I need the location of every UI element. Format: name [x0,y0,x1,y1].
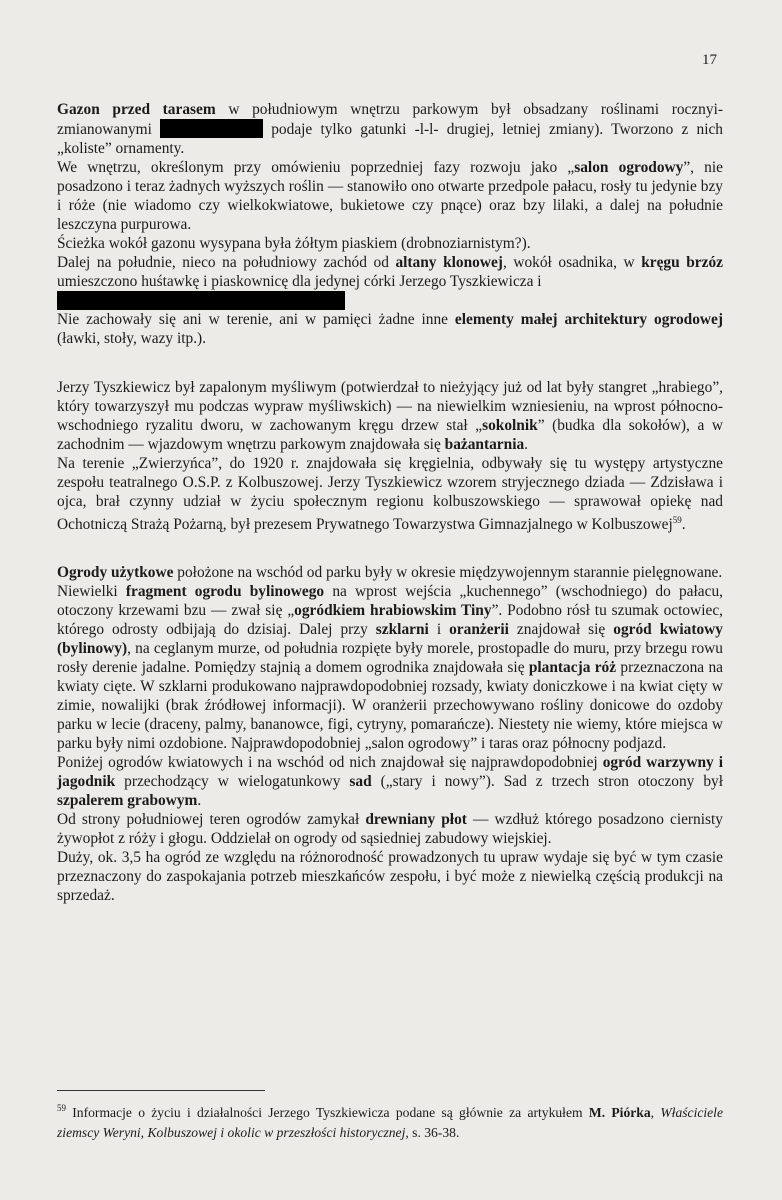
paragraph-text: przechodzący w wielogatunkowy [115,773,350,790]
paragraph-architektura [57,310,723,348]
bold-term: sokolnik [482,417,538,434]
paragraph-text: , na ceglanym murze, od południa rozpięte były morele, prostopadle do muru, przy brzegu rowu rosły derenie jadalne. Pomiędzy stajnią a domem ogrodnika znajdowała się [57,640,723,676]
paragraph-text: Niewielki [57,583,126,600]
footnote-text: , [650,1105,661,1120]
paragraph-bylinowy [57,582,723,753]
redaction-box [160,119,263,138]
bold-term: salon ogrodowy [574,159,684,176]
bold-term: bażantarnia [444,436,525,453]
bold-term: ogród warzywny i jagodnik [57,754,723,790]
paragraph-text: położone na wschód od parku były w okresie międzywojennym starannie pielęgnowane. [173,564,723,581]
redaction-line [57,291,723,310]
bold-term: szpalerem grabowym [57,792,198,809]
paragraph-sciezka [57,234,723,253]
paragraph-text: ”. Podobno rósł tu szumak octowiec, którego odrosty odbijają do dzisiaj. Dalej przy [57,602,723,638]
footnote-text: Informacje o życiu i działalności Jerzego Tyszkiewicza podane są głównie za artykułem [66,1105,589,1120]
bold-term: elementy małej architektury ogrodowej [454,311,723,328]
paragraph-text: Dalej na południe, nieco na południowy zachód od [57,254,396,271]
paragraph-text: („stary i nowy”). Sad z trzech stron otoczony był [371,773,723,790]
paragraph-text: . [197,792,202,809]
paragraph-plot [57,810,723,848]
paragraph-duzy [57,848,723,905]
paragraph-text: We wnętrzu, określonym przy omówieniu poprzedniej fazy rozwoju jako „ [57,159,575,176]
footnote-author: M. Piórka [588,1105,651,1120]
paragraph-zwierzyniec [57,454,723,534]
paragraph-text: Na terenie „Zwierzyńca”, do 1920 r. znajdowała się kręgielnia, odbywały się tu występy artystyczne zespołu teatralnego O.S.P. z Kolbuszowej. Jerzy Tyszkiewicz wzorem stryjecznego dziada — Zdzisława i ojca, brał czynny udział w życiu społecznym regionu kolbuszowskiego — sprawował opiekę nad Ochotniczą Strażą Pożarną, był prezesem Prywatnego Towarzystwa Gimnazjalnego w Kolbuszowej [57,455,723,533]
bold-term: szklarni [375,621,429,638]
paragraph-text: , wokół osadnika, w [502,254,642,271]
paragraph-text: ”, nie posadzono i teraz żadnych wyższych roślin — stanowiło ono otwarte przedpole pałacu, rosły tu jedynie bzy i róże (nie wiadomo czy wielkokwiatowe, bukietowe czy pnące) oraz bzy lilaki, a dalej na południe leszczyna purpurowa. [57,159,723,233]
bold-term: kręgu brzóz [641,254,723,271]
page-number: 17 [702,52,717,68]
paragraph-gap [57,534,723,563]
paragraph-text: przeznaczona na kwiaty cięte. W szklarni produkowano najprawdopodobniej rozsady, kwiaty doniczkowe i na kwiat cięty w zimie, nowalijki (brak źródłowej informacji). W oranżerii przechowywano rośliny donicowe do ozdoby parku w lecie (draceny, palmy, bananowce, figi, cytryny, pomarańcze). Niestety nie wiemy, które miejsca w parku były nimi ozdobione. Najprawdopodobniej „salon ogrodowy” i taras oraz północny podjazd. [57,659,723,752]
paragraph-text: (ławki, stoły, wazy itp.). [57,330,207,347]
paragraph-text: Ścieżka wokół gazonu wysypana była żółtym piaskiem (drobnoziarnistym?). [57,235,531,252]
paragraph-warzywny [57,753,723,810]
footnote-divider [57,1090,265,1091]
paragraph-text: Poniżej ogrodów kwiatowych i na wschód od nich znajdował się najprawdopodobniej [57,754,603,771]
paragraph-mysliwy [57,378,723,454]
paragraph-text: i [428,621,450,638]
bold-term: Gazon przed tarasem [57,101,216,118]
paragraph-text: . [681,516,686,533]
bold-term: altany klonowej [395,254,503,271]
redaction-box [57,291,345,310]
footnote-title: Właściciele ziemscy Weryni, Kolbuszowej i okolic w przeszłości historycznej [57,1105,723,1140]
paragraph-text: w południowym wnętrzu parkowym był obsadzany roślinami rocznyi-zmianowanymi [57,101,723,138]
footnote-number: 59 [57,1103,66,1113]
paragraph-text: na wprost wejścia „kuchennego” (wschodniego) do pałacu, otoczony krzewami bzu — zwał się „ [57,583,723,619]
bold-term: ogródkiem hrabiowskim Tiny [294,602,492,619]
bold-term: Ogrody użytkowe [57,564,174,581]
paragraph-text: znajdował się [508,621,614,638]
footnote [57,1098,723,1143]
paragraph-gap [57,348,723,378]
paragraph-text: Jerzy Tyszkiewicz był zapalonym myśliwym (potwierdzał to nieżyjący już od lat były stangret „hrabiego”, który towarzyszył mu podczas wypraw myśliwskich) — na niewielkim wzniesieniu, na wprost północno-wschodniego ryzalitu dworu, w zachowanym kręgu drzew stał „ [57,379,723,434]
paragraph-text: umieszczono huśtawkę i piaskownicę dla jedynej córki Jerzego Tyszkiewicza i [57,273,542,290]
paragraph-text: . [524,436,529,453]
paragraph-salon [57,158,723,234]
body-text [57,100,723,905]
bold-term: plantacja róż [528,659,617,676]
paragraph-ogrody [57,563,723,582]
bold-term: drewniany płot [365,811,467,828]
paragraph-text: Nie zachowały się ani w terenie, ani w pamięci żadne inne [57,311,455,328]
paragraph-text: Duży, ok. 3,5 ha ogród ze względu na różnorodność prowadzonych tu upraw wydaje się być w tym czasie przeznaczony do zaspokajania potrzeb mieszkańców zespołu, i być może z niewielką częścią produkcji na sprzedaż. [57,849,723,904]
paragraph-gazon [57,100,723,158]
bold-term: oranżerii [449,621,509,638]
paragraph-text: podaje tylko gatunki -l-l- drugiej, letniej zmiany). Tworzono z nich „koliste” ornamenty. [57,121,723,157]
bold-term: ogród kwiatowy (bylinowy) [57,621,723,657]
bold-term: sad [349,773,372,790]
footnote-text: , s. 36-38. [405,1125,460,1140]
bold-term: fragment ogrodu bylinowego [125,583,325,600]
paragraph-text: ” (budka dla sokołów), a w zachodnim — wjazdowym wnętrzu parkowym znajdowała się [57,417,723,453]
footnote-ref: 59 [672,515,682,525]
paragraph-text: — wzdłuż którego posadzono ciernisty żywopłot z róży i głogu. Oddzielał on ogrody od sąsiedniej zabudowy wiejskiej. [57,811,723,847]
paragraph-text: Od strony południowej teren ogrodów zamykał [57,811,366,828]
paragraph-hustawka [57,253,723,291]
